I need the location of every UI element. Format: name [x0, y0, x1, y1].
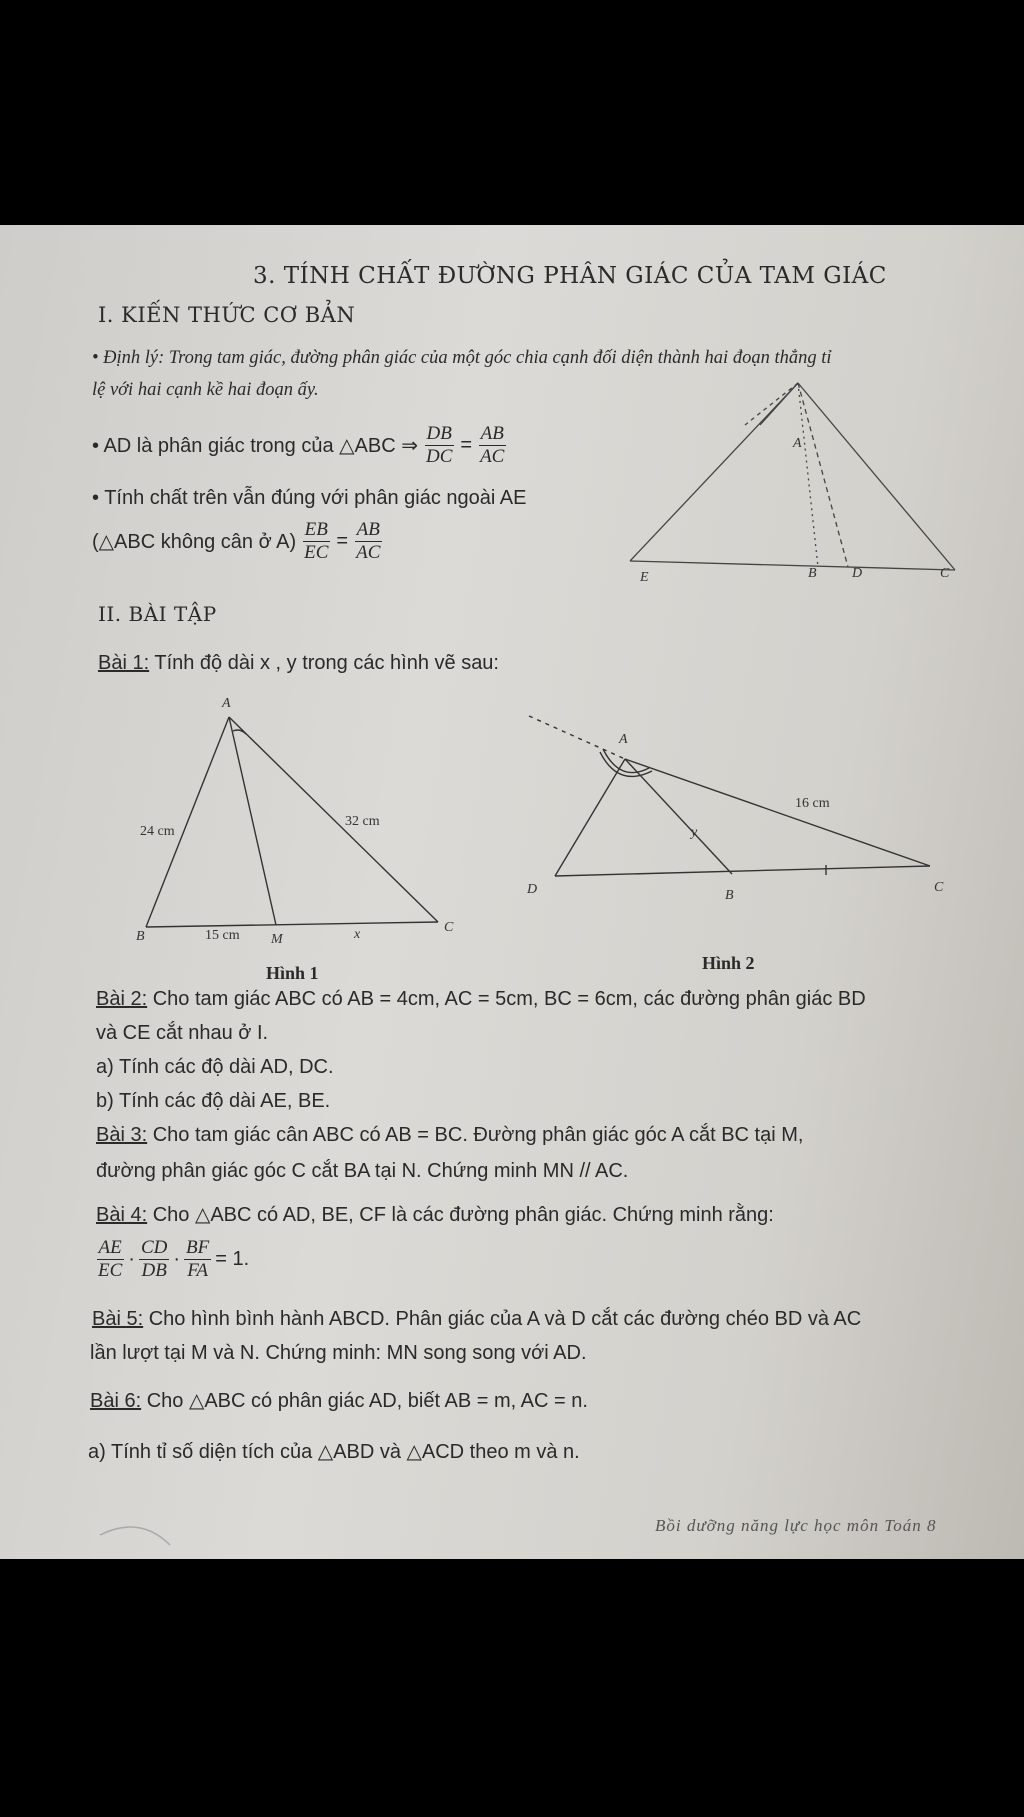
fig1-length-ab: 24 cm	[140, 824, 175, 839]
fig1-label-c: C	[444, 920, 454, 935]
denominator: FA	[187, 1260, 209, 1281]
fig1-length-ac: 32 cm	[345, 814, 380, 829]
page-footer: Bồi dưỡng năng lực học môn Toán 8	[655, 1516, 937, 1535]
numerator: BF	[186, 1237, 210, 1258]
label-d: D	[852, 566, 863, 581]
caption-figure-1: Hình 1	[266, 963, 319, 983]
label-c: C	[940, 566, 950, 581]
exercise-2-part-b: b) Tính các độ dài AE, BE.	[96, 1090, 331, 1112]
section-heading-exercises: II. BÀI TẬP	[98, 602, 217, 626]
denominator: DC	[425, 446, 453, 467]
denominator: AC	[480, 446, 505, 467]
exercise-2-label: Bài 2:	[96, 988, 148, 1010]
numerator: AE	[98, 1237, 122, 1258]
denominator: EC	[304, 542, 329, 563]
exercise-2-part-a: a) Tính các độ dài AD, DC.	[96, 1056, 334, 1078]
bullet-external-bisector: • Tính chất trên vẫn đúng với phân giác ngoài AE	[92, 487, 527, 509]
denominator: EC	[98, 1260, 123, 1281]
exercise-5-text: Cho hình bình hành ABCD. Phân giác của A và D cắt các đường chéo BD và AC	[143, 1308, 862, 1330]
fig2-length-ac: 16 cm	[795, 796, 830, 811]
numerator: AB	[356, 519, 380, 540]
worksheet-page	[0, 225, 1024, 1559]
exercise-6-label: Bài 6:	[90, 1390, 142, 1412]
exercise-5-line-2: lần lượt tại M và N. Chứng minh: MN song song với AD.	[90, 1342, 587, 1364]
section-heading-basics: I. KIẾN THỨC CƠ BẢN	[98, 303, 356, 327]
exercise-3-text: Cho tam giác cân ABC có AB = BC. Đường phân giác góc A cắt BC tại M,	[147, 1124, 804, 1146]
equals-sign: =	[460, 434, 473, 456]
fig1-length-bm: 15 cm	[205, 928, 240, 943]
exercise-4-text: Cho △ABC có AD, BE, CF là các đường phân giác. Chứng minh rằng:	[147, 1204, 774, 1226]
multiply-dot: ·	[128, 1248, 135, 1270]
exercise-2-text: Cho tam giác ABC có AB = 4cm, AC = 5cm, BC = 6cm, các đường phân giác BD	[147, 988, 866, 1010]
numerator: AB	[480, 423, 504, 444]
equals-one: = 1.	[215, 1248, 250, 1270]
fig1-label-b: B	[136, 929, 145, 944]
denominator: DB	[141, 1260, 167, 1281]
numerator: CD	[140, 1237, 168, 1258]
numerator: DB	[426, 423, 452, 444]
exercise-5-label: Bài 5:	[92, 1308, 144, 1330]
exercise-1-label: Bài 1:	[98, 652, 150, 674]
bullet-ad-text: • AD là phân giác trong của △ABC ⇒	[92, 435, 418, 457]
exercise-6-part-a: a) Tính tỉ số diện tích của △ABD và △ACD theo m và n.	[88, 1441, 580, 1463]
page-curl-mark	[0, 225, 1024, 1559]
fig1-label-m: M	[271, 932, 283, 947]
theorem-line-1: • Định lý: Trong tam giác, đường phân giác của một góc chia cạnh đối diện thành hai đoạn thẳng tỉ	[92, 348, 832, 368]
equals-sign: =	[336, 530, 349, 552]
label-e: E	[640, 570, 649, 585]
exercise-2-line-2: và CE cắt nhau ở I.	[96, 1022, 269, 1044]
multiply-dot: ·	[173, 1248, 181, 1270]
exercise-6-text: Cho △ABC có phân giác AD, biết AB = m, AC = n.	[141, 1390, 588, 1412]
fig2-label-a: A	[619, 732, 628, 747]
fig1-length-mc: x	[354, 927, 361, 942]
label-a: A	[793, 436, 802, 451]
fig2-label-b: B	[725, 888, 734, 903]
exercise-3-label: Bài 3:	[96, 1124, 148, 1146]
fig2-label-c: C	[934, 880, 944, 895]
exercise-1-text: Tính độ dài x , y trong các hình vẽ sau:	[149, 652, 499, 674]
condition-text: (△ABC không cân ở A)	[92, 531, 297, 553]
fig2-label-d: D	[527, 882, 538, 897]
denominator: AC	[356, 542, 381, 563]
exercise-4-label: Bài 4:	[96, 1204, 148, 1226]
corner-arc	[100, 1527, 170, 1545]
page-title: 3. TÍNH CHẤT ĐƯỜNG PHÂN GIÁC CỦA TAM GIÁC	[253, 263, 887, 289]
exercise-3-line-2: đường phân giác góc C cắt BA tại N. Chứng minh MN // AC.	[96, 1160, 629, 1182]
fig1-label-a: A	[222, 696, 231, 711]
label-b: B	[808, 566, 817, 581]
theorem-line-2: lệ với hai cạnh kề hai đoạn ấy.	[92, 380, 319, 400]
fig2-length-ab: y	[691, 825, 698, 840]
numerator: EB	[304, 519, 328, 540]
caption-figure-2: Hình 2	[702, 953, 755, 973]
